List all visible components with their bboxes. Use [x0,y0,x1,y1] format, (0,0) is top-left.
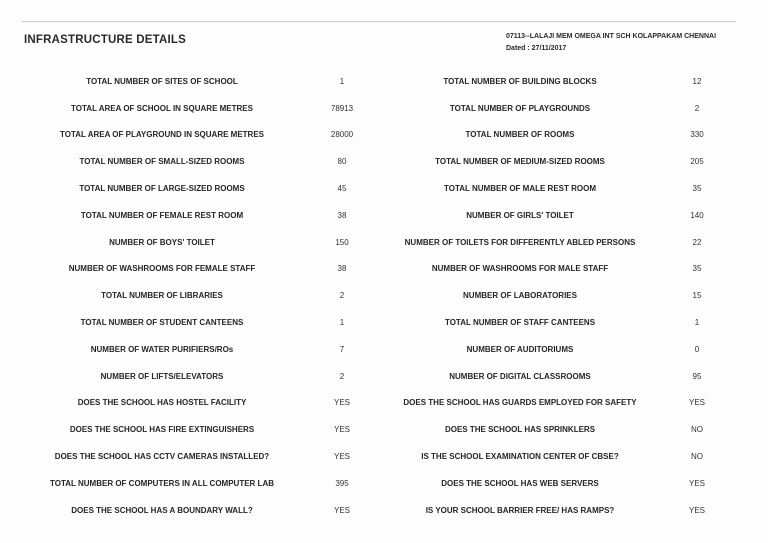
right-value: 330 [690,130,704,140]
left-value: 150 [335,237,349,247]
right-value: 22 [692,237,702,247]
table-row [22,175,736,202]
left-value: YES [333,452,350,462]
table-row [22,202,736,229]
right-label: NUMBER OF WASHROOMS FOR MALE STAFF [431,264,609,274]
right-label: IS YOUR SCHOOL BARRIER FREE/ HAS RAMPS? [425,505,615,515]
table-row [22,416,736,443]
right-value: YES [688,398,705,408]
left-value: 2 [339,291,345,301]
table-row [22,95,736,122]
school-info [506,31,716,55]
left-label: NUMBER OF WASHROOMS FOR FEMALE STAFF [68,264,256,274]
right-label: NUMBER OF TOILETS FOR DIFFERENTLY ABLED PERSONS [404,237,636,247]
date-stamp: Dated : 27/11/2017 [506,45,567,52]
left-value: 1 [339,318,345,328]
left-label: DOES THE SCHOOL HAS A BOUNDARY WALL? [71,505,253,515]
right-label: DOES THE SCHOOL HAS WEB SERVERS [441,478,599,488]
table-row [22,256,736,283]
infrastructure-table [22,68,736,524]
left-value: 7 [339,344,345,354]
right-label: TOTAL NUMBER OF BUILDING BLOCKS [443,76,597,86]
left-value: 45 [337,184,347,194]
left-label: TOTAL NUMBER OF LARGE-SIZED ROOMS [79,184,245,194]
right-value: 12 [692,76,702,86]
right-value: 95 [692,371,702,381]
left-label: DOES THE SCHOOL HAS CCTV CAMERAS INSTALLED? [54,452,270,462]
left-value: 78913 [330,103,354,113]
left-value: 28000 [330,130,354,140]
right-label: NUMBER OF GIRLS' TOILET [466,210,574,220]
left-value: YES [333,505,350,515]
left-label: TOTAL AREA OF PLAYGROUND IN SQUARE METRES [59,130,264,140]
table-row [22,443,736,470]
left-value: 395 [335,478,349,488]
right-value: YES [688,505,705,515]
left-value: YES [333,425,350,435]
right-label: NUMBER OF DIGITAL CLASSROOMS [449,371,591,381]
left-label: TOTAL NUMBER OF SITES OF SCHOOL [86,76,238,86]
left-label: TOTAL NUMBER OF FEMALE REST ROOM [80,210,244,220]
table-row [22,282,736,309]
left-label: TOTAL NUMBER OF LIBRARIES [101,291,223,301]
right-label: NUMBER OF AUDITORIUMS [466,344,574,354]
right-value: 2 [694,103,700,113]
right-label: DOES THE SCHOOL HAS GUARDS EMPLOYED FOR SAFETY [403,398,637,408]
left-value: 38 [337,264,347,274]
right-value: 35 [692,264,702,274]
page-title: INFRASTRUCTURE DETAILS [24,34,186,46]
right-label: NUMBER OF LABORATORIES [463,291,577,301]
table-row [22,309,736,336]
table-row [22,470,736,497]
table-row [22,363,736,390]
right-value: 140 [690,210,704,220]
school-name: 07113--LALAJI MEM OMEGA INT SCH KOLAPPAKAM CHENNAI [506,33,717,40]
left-value: YES [333,398,350,408]
table-row [22,229,736,256]
left-value: 80 [337,157,347,167]
right-label: TOTAL NUMBER OF MALE REST ROOM [444,184,596,194]
left-label: TOTAL NUMBER OF SMALL-SIZED ROOMS [79,157,245,167]
left-value: 38 [337,210,347,220]
right-label: DOES THE SCHOOL HAS SPRINKLERS [444,425,596,435]
right-value: NO [691,425,703,435]
left-label: TOTAL NUMBER OF COMPUTERS IN ALL COMPUTER LAB [50,478,274,488]
right-value: YES [688,478,705,488]
left-value: 1 [339,76,345,86]
table-row [22,122,736,149]
right-value: 35 [692,184,702,194]
table-row [22,148,736,175]
right-label: TOTAL NUMBER OF PLAYGROUNDS [449,103,591,113]
table-row [22,497,736,524]
right-label: IS THE SCHOOL EXAMINATION CENTER OF CBSE? [421,452,619,462]
left-label: TOTAL NUMBER OF STUDENT CANTEENS [80,318,244,328]
table-row [22,336,736,363]
right-value: 0 [694,344,700,354]
right-value: 15 [692,291,702,301]
left-label: NUMBER OF LIFTS/ELEVATORS [100,371,224,381]
right-label: TOTAL NUMBER OF MEDIUM-SIZED ROOMS [435,157,605,167]
top-divider [22,21,736,22]
right-value: NO [691,452,703,462]
left-value: 2 [339,371,345,381]
left-label: DOES THE SCHOOL HAS FIRE EXTINGUISHERS [69,425,255,435]
left-label: NUMBER OF WATER PURIFIERS/ROs [90,344,234,354]
right-value: 1 [694,318,700,328]
right-value: 205 [690,157,704,167]
left-label: DOES THE SCHOOL HAS HOSTEL FACILITY [77,398,247,408]
table-row [22,68,736,95]
table-row [22,390,736,417]
left-label: TOTAL AREA OF SCHOOL IN SQUARE METRES [71,103,253,113]
right-label: TOTAL NUMBER OF ROOMS [465,130,575,140]
left-label: NUMBER OF BOYS' TOILET [109,237,215,247]
right-label: TOTAL NUMBER OF STAFF CANTEENS [444,318,596,328]
